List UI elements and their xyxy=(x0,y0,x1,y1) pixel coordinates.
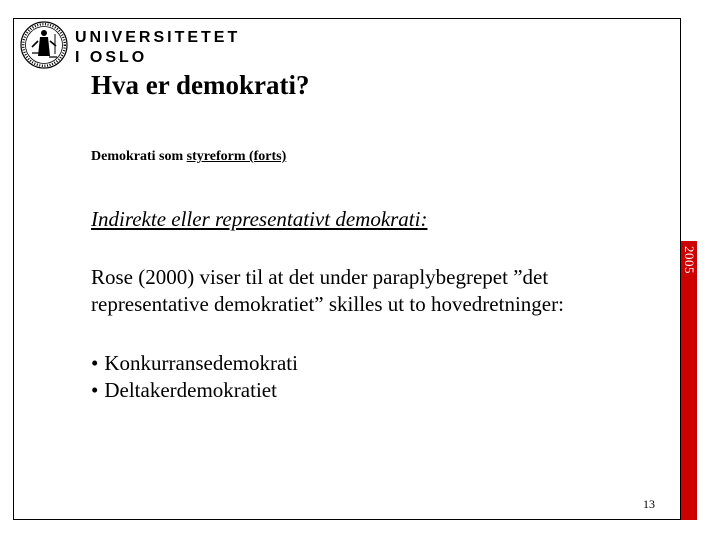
section-heading: Indirekte eller representativt demokrati: xyxy=(91,207,428,231)
page-number: 13 xyxy=(643,497,655,511)
year-label: 2005 xyxy=(682,246,697,274)
subtitle-underlined: styreform (forts) xyxy=(186,149,287,164)
logo-text-line2: I OSLO xyxy=(75,49,148,66)
list-item: • Konkurransedemokrati xyxy=(91,350,298,377)
list-item: • Deltakerdemokratiet xyxy=(91,377,298,404)
subtitle-prefix: Demokrati som xyxy=(91,149,187,164)
university-seal-icon xyxy=(19,20,69,70)
accent-bar xyxy=(681,241,697,520)
logo-text-line1: UNIVERSITETET xyxy=(75,29,241,46)
body-paragraph: Rose (2000) viser til at det under paraplybegrepet ”det representative demokratiet” skilles ut to hovedretninger: xyxy=(91,265,564,316)
slide-subtitle xyxy=(91,149,286,165)
slide-title: Hva er demokrati? xyxy=(91,70,310,100)
bullet-list xyxy=(91,350,298,404)
university-logo xyxy=(19,20,241,74)
